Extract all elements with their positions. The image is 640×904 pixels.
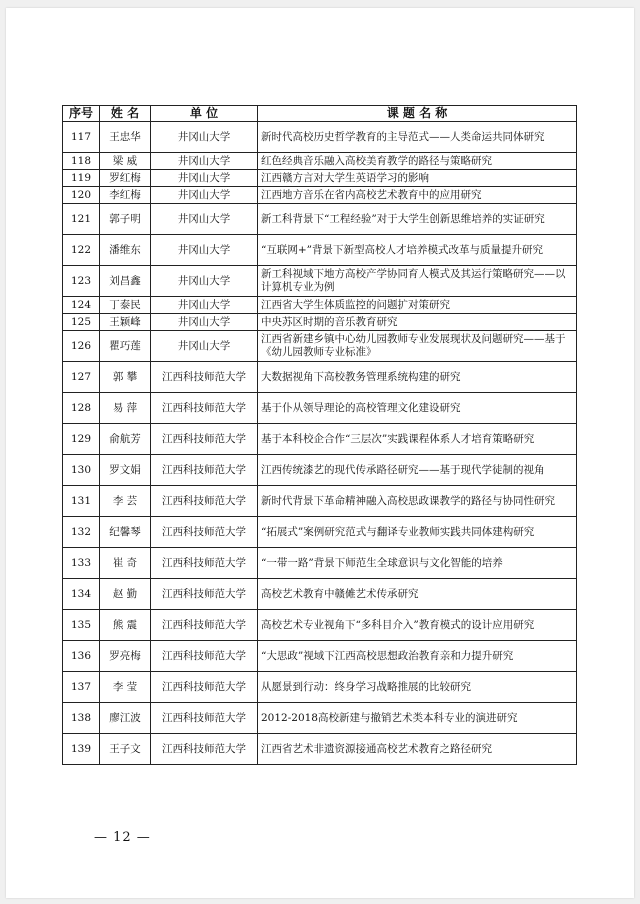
cell-unit: 江西科技师范大学: [151, 517, 258, 548]
cell-name: 廖江波: [100, 703, 151, 734]
cell-seq: 126: [63, 331, 100, 362]
cell-seq: 117: [63, 122, 100, 153]
cell-seq: 121: [63, 204, 100, 235]
cell-topic: 江西传统漆艺的现代传承路径研究——基于现代学徒制的视角: [258, 455, 577, 486]
cell-topic: 中央苏区时期的音乐教育研究: [258, 314, 577, 331]
cell-seq: 127: [63, 362, 100, 393]
table-row: [63, 393, 577, 424]
cell-seq: 120: [63, 187, 100, 204]
cell-topic: 江西省新建乡镇中心幼儿园教师专业发展现状及问题研究——基于《幼儿园教师专业标准》: [258, 331, 577, 362]
cell-unit: 江西科技师范大学: [151, 641, 258, 672]
cell-seq: 133: [63, 548, 100, 579]
cell-unit: 井冈山大学: [151, 122, 258, 153]
cell-topic: 2012-2018高校新建与撤销艺术类本科专业的演进研究: [258, 703, 577, 734]
table-row: [63, 424, 577, 455]
cell-topic: “大思政”视域下江西高校思想政治教育亲和力提升研究: [258, 641, 577, 672]
cell-name: 郭子明: [100, 204, 151, 235]
cell-unit: 井冈山大学: [151, 297, 258, 314]
cell-unit: 江西科技师范大学: [151, 424, 258, 455]
table-row: [63, 297, 577, 314]
cell-seq: 129: [63, 424, 100, 455]
cell-unit: 江西科技师范大学: [151, 734, 258, 765]
cell-seq: 122: [63, 235, 100, 266]
table-row: [63, 703, 577, 734]
cell-unit: 井冈山大学: [151, 266, 258, 297]
cell-topic: 新时代背景下革命精神融入高校思政课教学的路径与协同性研究: [258, 486, 577, 517]
cell-name: 刘昌鑫: [100, 266, 151, 297]
cell-topic: 高校艺术专业视角下“多科目介入”教育模式的设计应用研究: [258, 610, 577, 641]
table-row: [63, 579, 577, 610]
table-row: [63, 641, 577, 672]
cell-topic: “一带一路”背景下师范生全球意识与文化智能的培养: [258, 548, 577, 579]
cell-seq: 130: [63, 455, 100, 486]
table-row: [63, 235, 577, 266]
cell-seq: 136: [63, 641, 100, 672]
cell-unit: 江西科技师范大学: [151, 672, 258, 703]
table-row: [63, 122, 577, 153]
cell-unit: 江西科技师范大学: [151, 486, 258, 517]
cell-seq: 125: [63, 314, 100, 331]
cell-topic: 江西赣方言对大学生英语学习的影响: [258, 170, 577, 187]
table-row: [63, 672, 577, 703]
cell-unit: 江西科技师范大学: [151, 548, 258, 579]
cell-topic: 江西省艺术非遗资源接通高校艺术教育之路径研究: [258, 734, 577, 765]
table-row: [63, 455, 577, 486]
cell-seq: 128: [63, 393, 100, 424]
cell-name: 王忠华: [100, 122, 151, 153]
cell-seq: 138: [63, 703, 100, 734]
page-number: — 12 —: [94, 830, 151, 845]
cell-name: 熊 震: [100, 610, 151, 641]
cell-name: 易 萍: [100, 393, 151, 424]
cell-seq: 118: [63, 153, 100, 170]
cell-seq: 139: [63, 734, 100, 765]
cell-unit: 井冈山大学: [151, 170, 258, 187]
cell-name: 李 芸: [100, 486, 151, 517]
table-row: [63, 362, 577, 393]
table-row: [63, 486, 577, 517]
cell-unit: 井冈山大学: [151, 331, 258, 362]
cell-topic: 基于仆从领导理论的高校管理文化建设研究: [258, 393, 577, 424]
cell-name: 纪馨琴: [100, 517, 151, 548]
cell-seq: 132: [63, 517, 100, 548]
table-body: [63, 122, 577, 765]
cell-topic: 红色经典音乐融入高校美育教学的路径与策略研究: [258, 153, 577, 170]
cell-topic: 江西省大学生体质监控的问题扩对策研究: [258, 297, 577, 314]
cell-name: 潘维东: [100, 235, 151, 266]
cell-topic: “互联网+”背景下新型高校人才培养模式改革与质量提升研究: [258, 235, 577, 266]
table-row: [63, 734, 577, 765]
cell-name: 李红梅: [100, 187, 151, 204]
table-row: [63, 548, 577, 579]
cell-topic: 江西地方音乐在省内高校艺术教育中的应用研究: [258, 187, 577, 204]
cell-name: 罗红梅: [100, 170, 151, 187]
table-row: [63, 266, 577, 297]
cell-name: 李 莹: [100, 672, 151, 703]
header-name: 姓 名: [100, 106, 151, 122]
cell-seq: 131: [63, 486, 100, 517]
table-row: [63, 170, 577, 187]
cell-topic: “拓展式”案例研究范式与翻译专业教师实践共同体建构研究: [258, 517, 577, 548]
cell-unit: 井冈山大学: [151, 187, 258, 204]
cell-unit: 江西科技师范大学: [151, 393, 258, 424]
cell-name: 王颖峰: [100, 314, 151, 331]
project-roster-table: [62, 105, 577, 765]
header-topic: 课 题 名 称: [258, 106, 577, 122]
cell-topic: 新时代高校历史哲学教育的主导范式——人类命运共同体研究: [258, 122, 577, 153]
cell-seq: 135: [63, 610, 100, 641]
table-row: [63, 331, 577, 362]
cell-name: 崔 奇: [100, 548, 151, 579]
cell-unit: 井冈山大学: [151, 153, 258, 170]
cell-unit: 井冈山大学: [151, 235, 258, 266]
cell-seq: 119: [63, 170, 100, 187]
table-header-row: [63, 106, 577, 122]
cell-topic: 基于本科校企合作“三层次”实践课程体系人才培育策略研究: [258, 424, 577, 455]
cell-name: 梁 威: [100, 153, 151, 170]
cell-name: 瞿巧莲: [100, 331, 151, 362]
cell-name: 罗亮梅: [100, 641, 151, 672]
cell-unit: 江西科技师范大学: [151, 455, 258, 486]
table-row: [63, 314, 577, 331]
header-seq: 序号: [63, 106, 100, 122]
cell-name: 王子文: [100, 734, 151, 765]
table-row: [63, 204, 577, 235]
table-row: [63, 610, 577, 641]
cell-topic: 大数据视角下高校教务管理系统构建的研究: [258, 362, 577, 393]
table-row: [63, 187, 577, 204]
cell-name: 俞航芳: [100, 424, 151, 455]
table-row: [63, 517, 577, 548]
header-unit: 单 位: [151, 106, 258, 122]
cell-name: 丁泰民: [100, 297, 151, 314]
cell-name: 郭 攀: [100, 362, 151, 393]
table-row: [63, 153, 577, 170]
cell-seq: 134: [63, 579, 100, 610]
cell-unit: 江西科技师范大学: [151, 579, 258, 610]
cell-unit: 江西科技师范大学: [151, 610, 258, 641]
cell-seq: 124: [63, 297, 100, 314]
cell-unit: 江西科技师范大学: [151, 362, 258, 393]
cell-topic: 从愿景到行动：终身学习战略推展的比较研究: [258, 672, 577, 703]
cell-topic: 新工科视域下地方高校产学协同育人模式及其运行策略研究——以计算机专业为例: [258, 266, 577, 297]
cell-name: 罗文娟: [100, 455, 151, 486]
cell-seq: 123: [63, 266, 100, 297]
cell-seq: 137: [63, 672, 100, 703]
cell-name: 赵 勤: [100, 579, 151, 610]
cell-topic: 高校艺术教育中赣傩艺术传承研究: [258, 579, 577, 610]
cell-unit: 井冈山大学: [151, 204, 258, 235]
cell-topic: 新工科背景下“工程经验”对于大学生创新思维培养的实证研究: [258, 204, 577, 235]
cell-unit: 井冈山大学: [151, 314, 258, 331]
cell-unit: 江西科技师范大学: [151, 703, 258, 734]
